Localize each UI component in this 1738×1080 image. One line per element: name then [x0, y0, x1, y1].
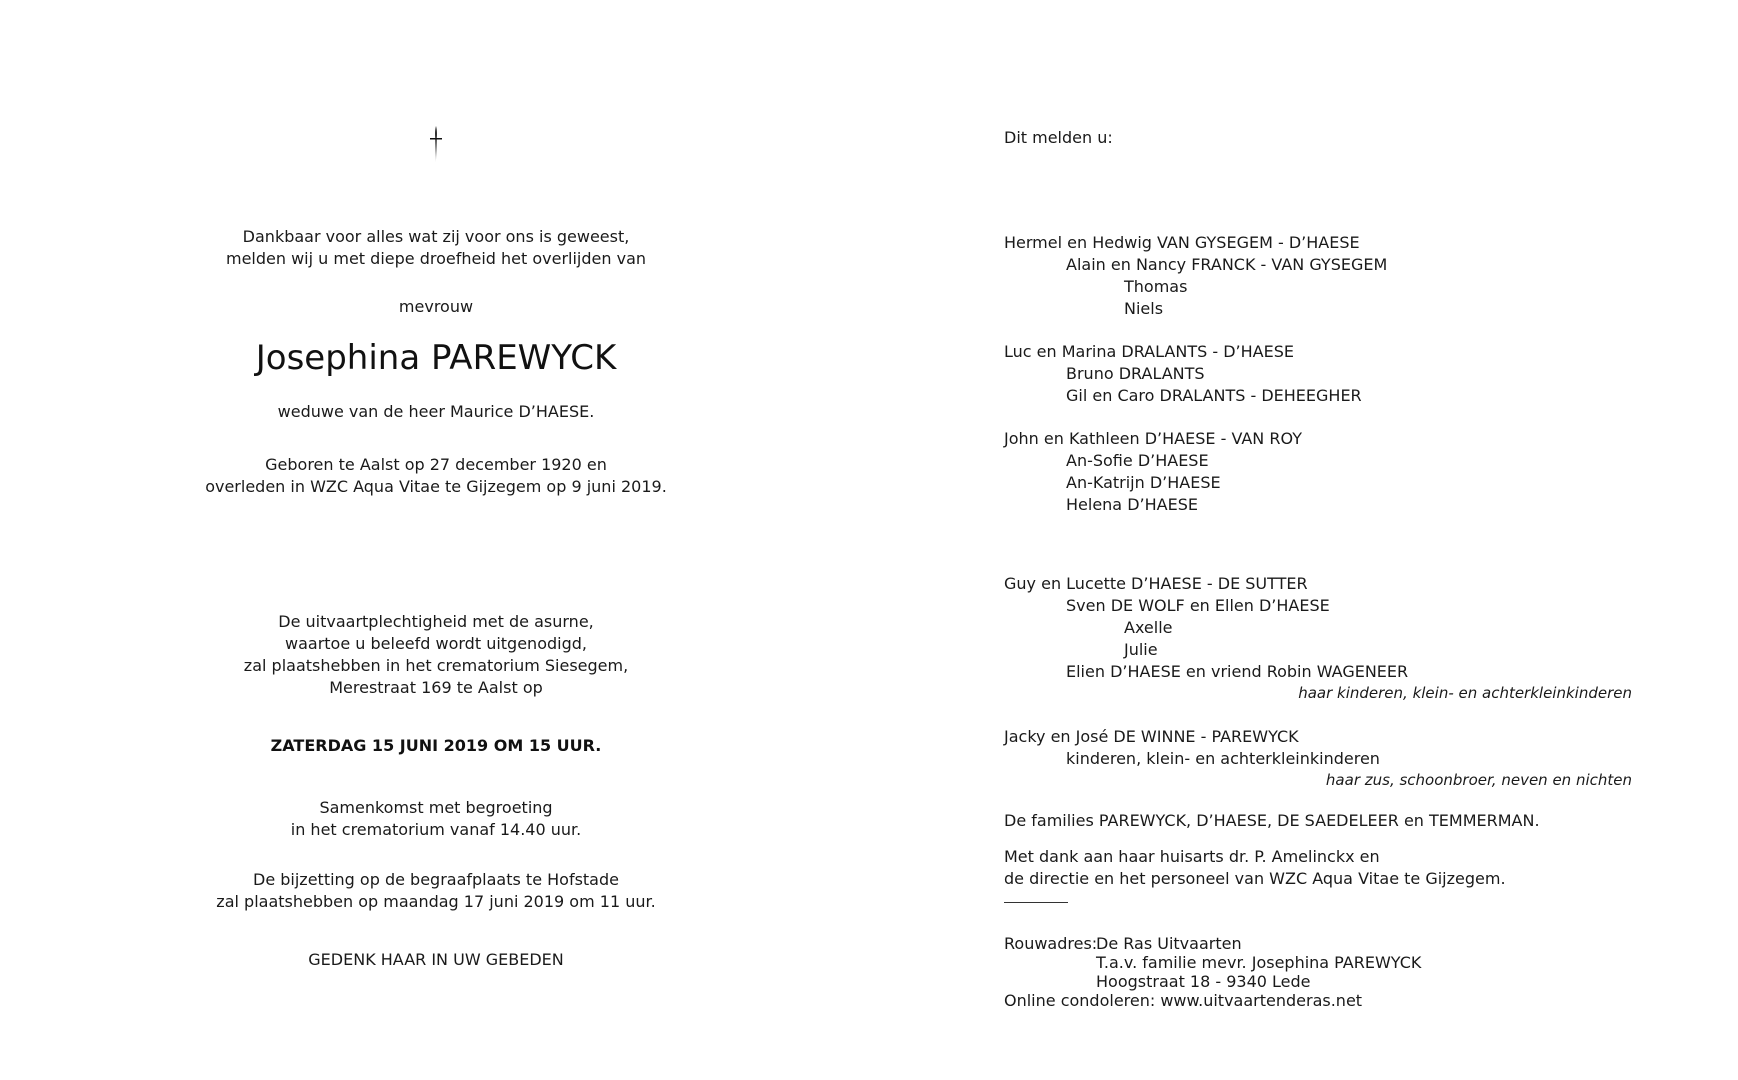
ceremony-line: waartoe u beleefd wordt uitgenodigd, [285, 634, 587, 653]
family-line: Gil en Caro DRALANTS - DEHEEGHER [1066, 386, 1362, 405]
family-line: Luc en Marina DRALANTS - D’HAESE [1004, 342, 1294, 361]
salutation-text: mevrouw [398, 297, 474, 316]
family-line: An-Sofie D’HAESE [1066, 451, 1209, 470]
family-line: John en Kathleen D’HAESE - VAN ROY [1004, 429, 1302, 448]
family-note: haar kinderen, klein- en achterkleinkinderen [1298, 684, 1632, 702]
widow-line [0, 401, 872, 423]
ceremony-text [0, 611, 872, 699]
gathering-text [0, 797, 872, 841]
address-line: T.a.v. familie mevr. Josephina PAREWYCK [1096, 953, 1422, 972]
address-label: Rouwadres: [1004, 934, 1098, 953]
family-line: Jacky en José DE WINNE - PAREWYCK [1004, 727, 1299, 746]
ceremony-date-text: ZATERDAG 15 JUNI 2019 OM 15 UUR. [270, 736, 602, 755]
birth-death-text [0, 454, 872, 498]
widow-text: weduwe van de heer Maurice D’HAESE. [277, 402, 595, 421]
announce-header: Dit melden u: [1004, 128, 1113, 147]
address-line: De Ras Uitvaarten [1096, 934, 1242, 953]
intro-line: Dankbaar voor alles wat zij voor ons is geweest, [242, 227, 630, 246]
family-line: Elien D’HAESE en vriend Robin WAGENEER [1066, 662, 1409, 681]
birth-line: Geboren te Aalst op 27 december 1920 en [265, 455, 607, 474]
gathering-line: Samenkomst met begroeting [319, 798, 553, 817]
burial-line: De bijzetting op de begraafplaats te Hofstade [253, 870, 619, 889]
salutation [0, 296, 872, 318]
family-line: Axelle [1124, 618, 1173, 637]
family-note: haar zus, schoonbroer, neven en nichten [1325, 771, 1632, 789]
intro-line: melden wij u met diepe droefheid het overlijden van [225, 249, 647, 268]
family-line: kinderen, klein- en achterkleinkinderen [1066, 749, 1380, 768]
divider [1004, 902, 1068, 903]
family-line: Hermel en Hedwig VAN GYSEGEM - D’HAESE [1004, 233, 1360, 252]
thanks-line: de directie en het personeel van WZC Aqua Vitae te Gijzegem. [1004, 869, 1506, 888]
remember-line: GEDENK HAAR IN UW GEBEDEN [308, 950, 564, 969]
family-line: Alain en Nancy FRANCK - VAN GYSEGEM [1066, 255, 1388, 274]
family-line: Thomas [1124, 277, 1188, 296]
family-line: Guy en Lucette D’HAESE - DE SUTTER [1004, 574, 1308, 593]
family-line: Niels [1124, 299, 1164, 318]
family-line: Bruno DRALANTS [1066, 364, 1205, 383]
right-panel [1004, 0, 1684, 1080]
family-line: An-Katrijn D’HAESE [1066, 473, 1221, 492]
ceremony-line: De uitvaartplechtigheid met de asurne, [278, 612, 594, 631]
ceremony-line: Merestraat 169 te Aalst op [329, 678, 543, 697]
intro-text [0, 226, 872, 270]
gathering-line: in het crematorium vanaf 14.40 uur. [290, 820, 582, 839]
family-line: Julie [1124, 640, 1158, 659]
families-line: De families PAREWYCK, D’HAESE, DE SAEDELEER en TEMMERMAN. [1004, 811, 1540, 830]
burial-line: zal plaatshebben op maandag 17 juni 2019 om 11 uur. [216, 892, 656, 911]
cross-icon [0, 124, 872, 164]
remember-text [0, 949, 872, 971]
burial-text [0, 869, 872, 913]
address-line: Hoogstraat 18 - 9340 Lede [1096, 972, 1311, 991]
ceremony-line: zal plaatshebben in het crematorium Siesegem, [243, 656, 629, 675]
online-condolences: Online condoleren: www.uitvaartenderas.net [1004, 991, 1363, 1010]
family-line: Sven DE WOLF en Ellen D’HAESE [1066, 596, 1330, 615]
ceremony-date [0, 735, 872, 757]
deceased-name [0, 336, 872, 380]
deceased-name-text: Josephina PAREWYCK [255, 338, 617, 378]
thanks-line: Met dank aan haar huisarts dr. P. Amelinckx en [1004, 847, 1380, 866]
family-line: Helena D’HAESE [1066, 495, 1198, 514]
death-line: overleden in WZC Aqua Vitae te Gijzegem op 9 juni 2019. [205, 477, 667, 496]
